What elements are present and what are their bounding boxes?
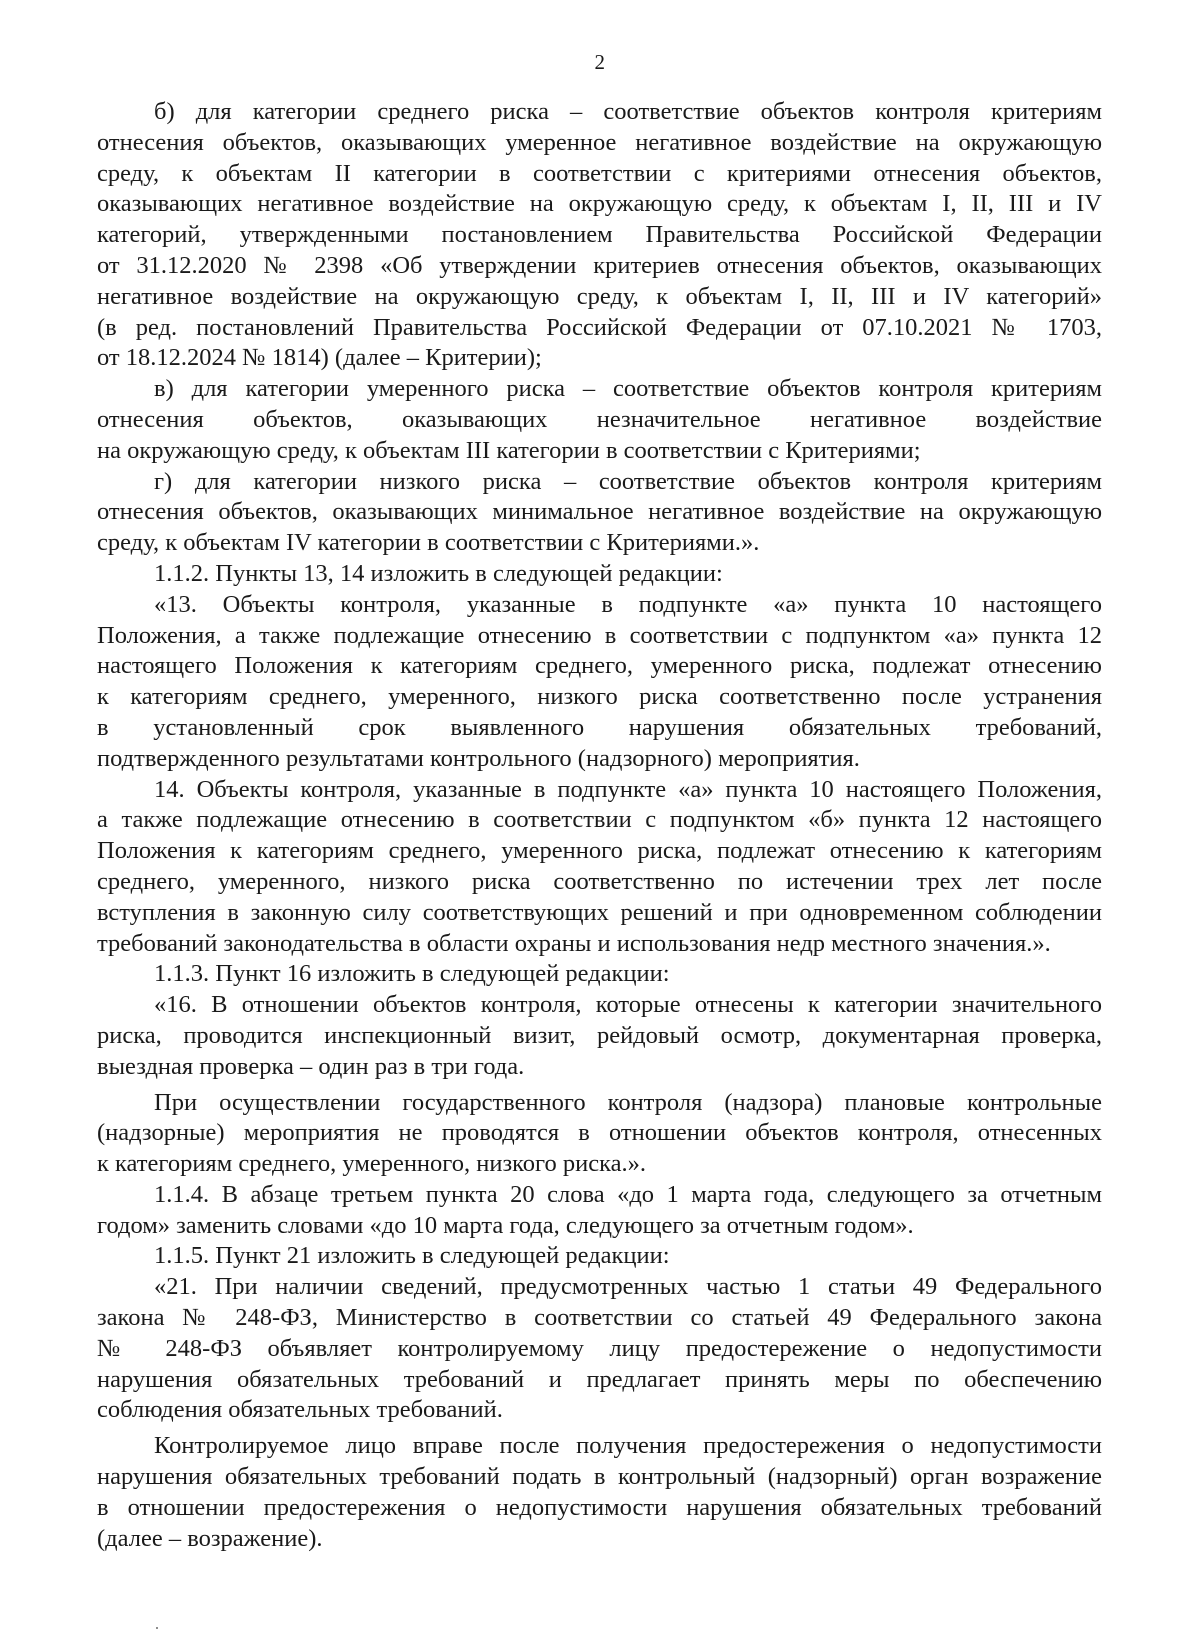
text-line: № 248-ФЗ объявляет контролируемому лицу предостережение о недопустимости [97, 1334, 1102, 1362]
text-line: нарушения обязательных требований и предлагает принять меры по обеспечению [97, 1365, 1102, 1393]
text-line: на окружающую среду, к объектам III категории в соответствии с Критериями; [97, 436, 921, 464]
text-line: требований законодательства в области охраны и использования недр местного значения.». [97, 929, 1051, 957]
text-line: При осуществлении государственного контроля (надзора) плановые контрольные [154, 1088, 1102, 1116]
text-line: Положения к категориям среднего, умеренного риска, подлежат отнесению к категориям [97, 837, 1102, 865]
text-line: от 31.12.2020 № 2398 «Об утверждении критериев отнесения объектов, оказывающих [97, 251, 1102, 279]
text-line: отнесения объектов, оказывающих незначительное негативное воздействие [97, 405, 1102, 433]
text-line: Контролируемое лицо вправе после получения предостережения о недопустимости [154, 1432, 1102, 1460]
text-line: риска, проводится инспекционный визит, рейдовый осмотр, документарная проверка, [97, 1021, 1102, 1049]
text-line: 1.1.4. В абзаце третьем пункта 20 слова «до 1 марта года, следующего за отчетным [154, 1180, 1102, 1208]
text-line: вступления в законную силу соответствующих решений и при одновременном соблюдении [97, 898, 1102, 926]
text-line: оказывающих негативное воздействие на окружающую среду, к объектам I, II, III и IV [97, 190, 1102, 218]
text-line: категорий, утвержденными постановлением Правительства Российской Федерации [97, 221, 1102, 249]
text-line: 1.1.3. Пункт 16 изложить в следующей редакции: [154, 960, 670, 988]
text-line: отнесения объектов, оказывающих умеренное негативное воздействие на окружающую [97, 128, 1102, 156]
scan-speck [156, 1627, 158, 1629]
text-line: Положения, а также подлежащие отнесению в соответствии с подпунктом «а» пункта 12 [97, 621, 1102, 649]
text-line: б) для категории среднего риска – соответствие объектов контроля критериям [154, 98, 1102, 125]
document-body [97, 97, 1102, 1554]
text-line: г) для категории низкого риска – соответствие объектов контроля критериям [154, 467, 1102, 495]
text-line: закона № 248-ФЗ, Министерство в соответствии со статьей 49 Федерального закона [97, 1304, 1102, 1332]
text-line: «21. При наличии сведений, предусмотренных частью 1 статьи 49 Федерального [154, 1273, 1102, 1301]
text-line: 14. Объекты контроля, указанные в подпункте «а» пункта 10 настоящего Положения, [154, 775, 1102, 803]
text-line: к категориям среднего, умеренного, низкого риска соответственно после устранения [97, 683, 1102, 711]
text-line: к категориям среднего, умеренного, низкого риска.». [97, 1150, 647, 1178]
text-line: (надзорные) мероприятия не проводятся в отношении объектов контроля, отнесенных [97, 1119, 1102, 1147]
text-line: выездная проверка – один раз в три года. [97, 1052, 525, 1080]
text-line: в) для категории умеренного риска – соответствие объектов контроля критериям [154, 375, 1102, 403]
text-line: среду, к объектам II категории в соответствии с критериями отнесения объектов, [97, 159, 1102, 187]
text-line: годом» заменить словами «до 10 марта года, следующего за отчетным годом». [97, 1211, 914, 1239]
text-line: соблюдения обязательных требований. [97, 1396, 503, 1424]
text-line: в отношении предостережения о недопустимости нарушения обязательных требований [97, 1493, 1102, 1521]
page-number: 2 [594, 50, 606, 74]
text-line: нарушения обязательных требований подать в контрольный (надзорный) орган возражение [97, 1463, 1102, 1491]
text-line: 1.1.2. Пункты 13, 14 изложить в следующей редакции: [154, 559, 723, 587]
text-line: отнесения объектов, оказывающих минимальное негативное воздействие на окружающую [97, 498, 1102, 526]
text-line: (далее – возражение). [97, 1524, 323, 1552]
text-line: 1.1.5. Пункт 21 изложить в следующей редакции: [154, 1242, 670, 1270]
text-line: настоящего Положения к категориям среднего, умеренного риска, подлежат отнесению [97, 652, 1102, 680]
text-line: подтвержденного результатами контрольного (надзорного) мероприятия. [97, 744, 860, 772]
text-line: от 18.12.2024 № 1814) (далее – Критерии); [97, 344, 542, 372]
text-line: негативное воздействие на окружающую среду, к объектам I, II, III и IV категорий» [97, 282, 1102, 310]
text-line: «16. В отношении объектов контроля, которые отнесены к категории значительного [154, 991, 1102, 1019]
text-line: среднего, умеренного, низкого риска соответственно по истечении трех лет после [97, 867, 1102, 895]
text-line: «13. Объекты контроля, указанные в подпункте «а» пункта 10 настоящего [154, 590, 1102, 618]
text-line: в установленный срок выявленного нарушения обязательных требований, [97, 713, 1102, 741]
text-line: (в ред. постановлений Правительства Российской Федерации от 07.10.2021 № 1703, [97, 313, 1102, 341]
text-line: среду, к объектам IV категории в соответствии с Критериями.». [97, 529, 760, 557]
text-line: а также подлежащие отнесению в соответствии с подпунктом «б» пункта 12 настоящего [97, 806, 1102, 834]
